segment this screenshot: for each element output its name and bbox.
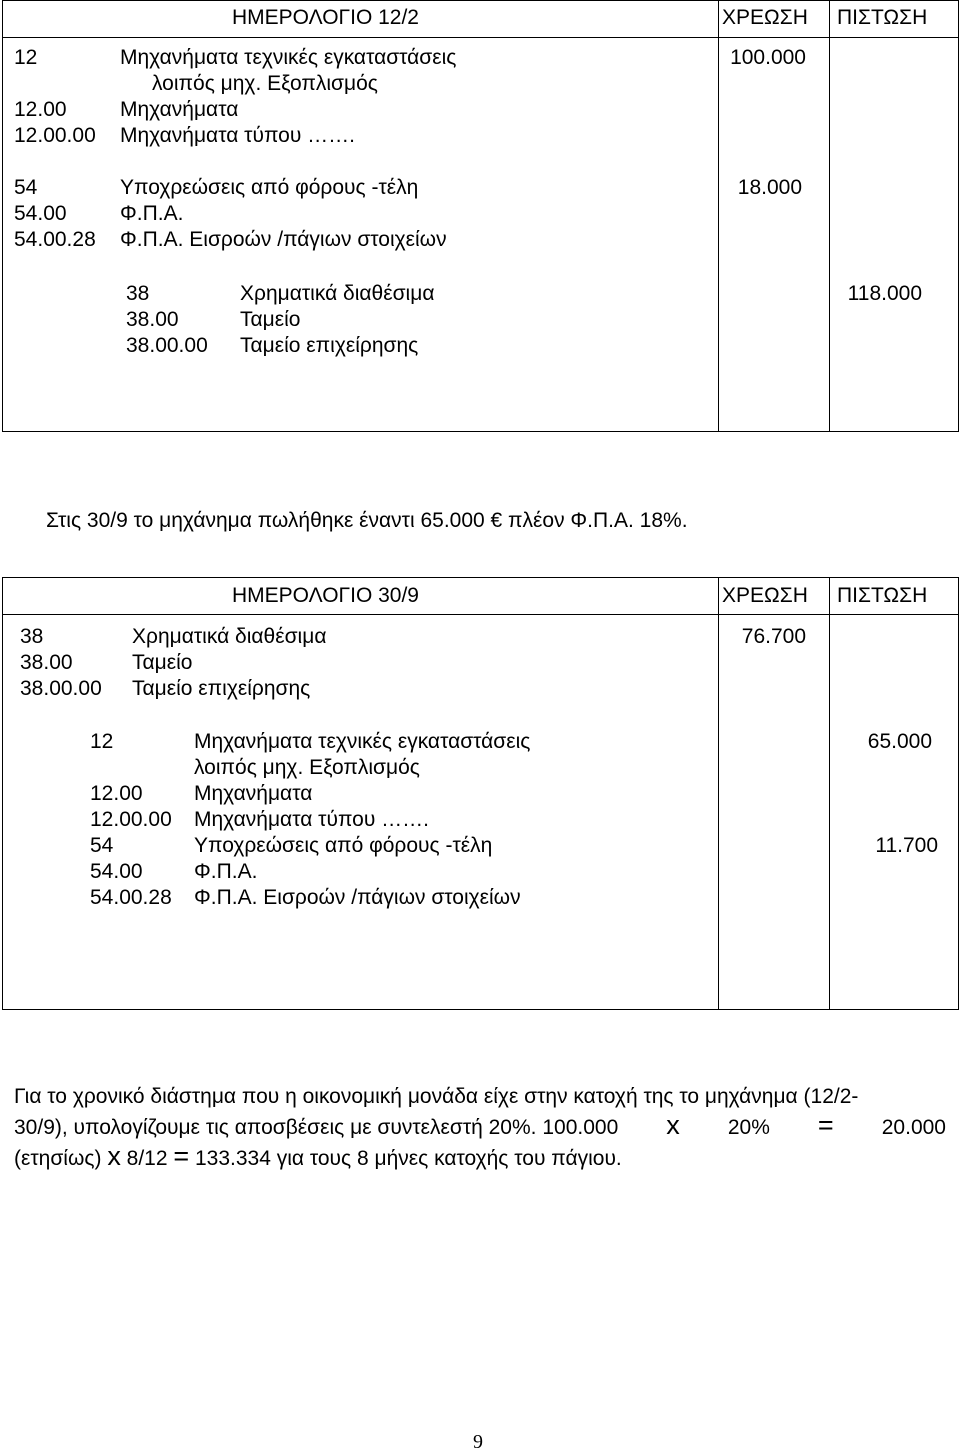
account-code: 12 bbox=[90, 730, 114, 753]
journal-2-header-divider bbox=[2, 614, 958, 615]
account-name: Μηχανήματα τεχνικές εγκαταστάσεις bbox=[120, 46, 457, 69]
depreciation-paragraph bbox=[14, 1083, 946, 1173]
account-code: 38.00 bbox=[20, 651, 73, 674]
depreciation-annual-label: (ετησίως) bbox=[14, 1147, 102, 1170]
account-name: Μηχανήματα bbox=[120, 98, 239, 121]
account-name: λοιπός μηχ. Εξοπλισμός bbox=[152, 72, 378, 95]
account-code: 54 bbox=[14, 176, 38, 199]
account-name: Μηχανήματα τύπου ……. bbox=[194, 808, 429, 831]
account-code: 54 bbox=[90, 834, 114, 857]
account-name: Μηχανήματα τεχνικές εγκαταστάσεις bbox=[194, 730, 531, 753]
equals-symbol: = bbox=[173, 1141, 190, 1171]
account-name: Ταμείο bbox=[132, 651, 193, 674]
depreciation-rate: 20% bbox=[727, 1116, 770, 1139]
journal-1-title: ΗΜΕΡΟΛΟΓΙΟ 12/2 bbox=[232, 6, 419, 29]
account-code: 38.00.00 bbox=[126, 334, 208, 357]
account-code: 54.00.28 bbox=[14, 228, 96, 251]
credit-amount: 118.000 bbox=[847, 282, 922, 305]
account-name: Φ.Π.Α. bbox=[194, 860, 258, 883]
debit-amount: 100.000 bbox=[730, 46, 806, 69]
debit-amount: 18.000 bbox=[737, 176, 802, 199]
account-name: Υποχρεώσεις από φόρους -τέλη bbox=[120, 176, 419, 199]
credit-amount: 11.700 bbox=[875, 834, 938, 857]
account-name: λοιπός μηχ. Εξοπλισμός bbox=[194, 756, 420, 779]
account-code: 12.00.00 bbox=[14, 124, 96, 147]
journal-2-title: ΗΜΕΡΟΛΟΓΙΟ 30/9 bbox=[232, 584, 419, 607]
account-code: 38 bbox=[20, 625, 44, 648]
journal-1-credit-header: ΠΙΣΤΩΣΗ bbox=[837, 6, 928, 29]
credit-amount: 65.000 bbox=[867, 730, 932, 753]
depreciation-line-3 bbox=[14, 1142, 946, 1173]
account-name: Φ.Π.Α. Εισροών /πάγιων στοιχείων bbox=[194, 886, 521, 909]
times-symbol: x bbox=[107, 1141, 121, 1171]
depreciation-line-1: Για το χρονικό διάστημα που η οικονομική μονάδα είχε στην κατοχή της το μηχάνημα (12/2- bbox=[14, 1085, 859, 1108]
journal-1-credit-divider bbox=[829, 0, 830, 431]
account-code: 54.00.28 bbox=[90, 886, 172, 909]
journal-1-debit-divider bbox=[718, 0, 719, 431]
account-name: Μηχανήματα τύπου ……. bbox=[120, 124, 355, 147]
account-name: Υποχρεώσεις από φόρους -τέλη bbox=[194, 834, 493, 857]
equals-symbol: = bbox=[817, 1110, 834, 1140]
page-number: 9 bbox=[473, 1431, 483, 1453]
account-name: Ταμείο επιχείρησης bbox=[240, 334, 419, 357]
account-code: 38 bbox=[126, 282, 150, 305]
account-name: Ταμείο επιχείρησης bbox=[132, 677, 311, 700]
journal-2-debit-header: ΧΡΕΩΣΗ bbox=[722, 584, 808, 607]
months-fraction: 8/12 bbox=[126, 1147, 168, 1170]
account-code: 12.00 bbox=[90, 782, 143, 805]
account-code: 54.00 bbox=[14, 202, 67, 225]
depreciation-line-2 bbox=[14, 1111, 946, 1142]
account-code: 38.00 bbox=[126, 308, 179, 331]
account-name: Μηχανήματα bbox=[194, 782, 313, 805]
journal-2-credit-divider bbox=[829, 577, 830, 1009]
journal-2-debit-divider bbox=[718, 577, 719, 1009]
account-name: Χρηματικά διαθέσιμα bbox=[132, 625, 327, 648]
journal-1-debit-header: ΧΡΕΩΣΗ bbox=[722, 6, 808, 29]
account-code: 12 bbox=[14, 46, 38, 69]
annual-depreciation: 20.000 bbox=[881, 1116, 946, 1139]
sale-note: Στις 30/9 το μηχάνημα πωλήθηκε έναντι 65.000 € πλέον Φ.Π.Α. 18%. bbox=[46, 509, 688, 532]
period-depreciation: 133.334 για τους 8 μήνες κατοχής του πάγιου. bbox=[195, 1147, 622, 1170]
times-symbol: x bbox=[666, 1110, 680, 1140]
account-name: Χρηματικά διαθέσιμα bbox=[240, 282, 435, 305]
account-name: Ταμείο bbox=[240, 308, 301, 331]
debit-amount: 76.700 bbox=[741, 625, 806, 648]
account-code: 38.00.00 bbox=[20, 677, 102, 700]
account-code: 12.00 bbox=[14, 98, 67, 121]
journal-2-credit-header: ΠΙΣΤΩΣΗ bbox=[837, 584, 928, 607]
journal-1-header-divider bbox=[2, 37, 958, 38]
account-code: 12.00.00 bbox=[90, 808, 172, 831]
depreciation-line-2-text: 30/9), υπολογίζουμε τις αποσβέσεις με συντελεστή 20%. 100.000 bbox=[14, 1116, 619, 1139]
account-code: 54.00 bbox=[90, 860, 143, 883]
account-name: Φ.Π.Α. Εισροών /πάγιων στοιχείων bbox=[120, 228, 447, 251]
account-name: Φ.Π.Α. bbox=[120, 202, 184, 225]
